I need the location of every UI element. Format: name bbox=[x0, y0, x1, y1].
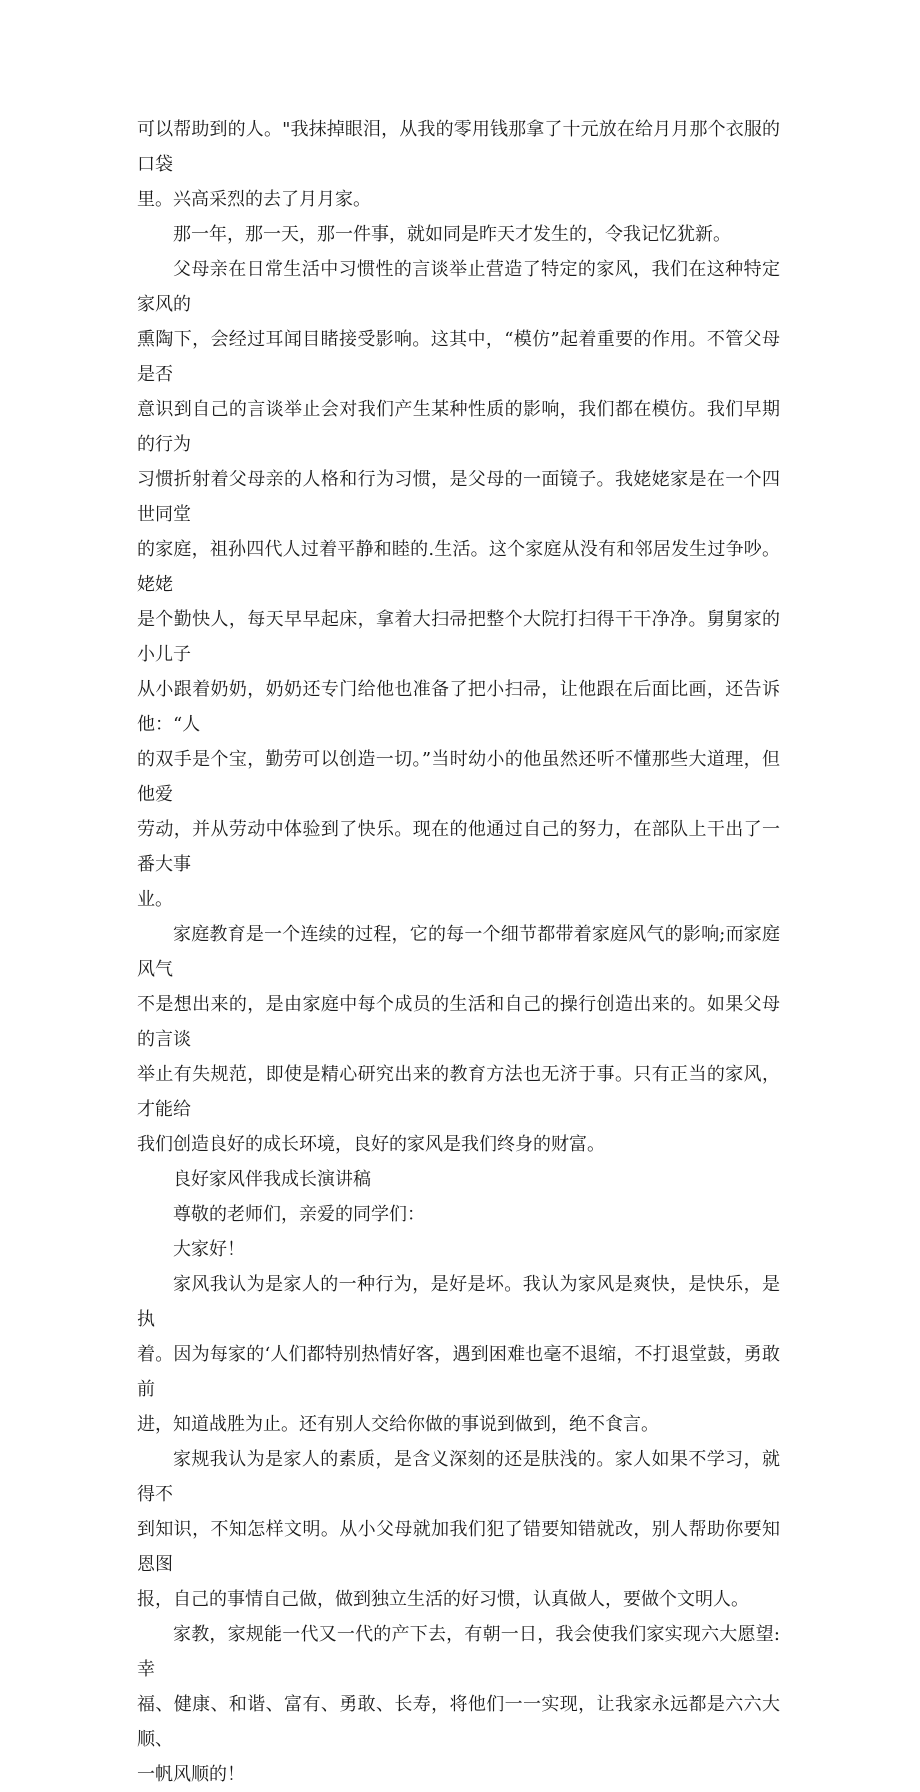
document-body bbox=[137, 112, 780, 1792]
text-line: 从小跟着奶奶，奶奶还专门给他也准备了把小扫帚，让他跟在后面比画，还告诉他：“人 bbox=[137, 679, 780, 735]
text-line: 习惯折射着父母亲的人格和行为习惯，是父母的一面镜子。我姥姥家是在一个四世同堂 bbox=[137, 469, 780, 525]
text-line: 里。兴高采烈的去了月月家。 bbox=[137, 189, 371, 210]
text-line: 那一年，那一天，那一件事，就如同是昨天才发生的，令我记忆犹新。 bbox=[173, 224, 731, 245]
text-line: 的双手是个宝，勤劳可以创造一切。”当时幼小的他虽然还听不懂那些大道理，但他爱 bbox=[137, 749, 780, 805]
text-line: 父母亲在日常生活中习惯性的言谈举止营造了特定的家风，我们在这种特定家风的 bbox=[137, 259, 780, 315]
text-line: 是个勤快人，每天早早起床，拿着大扫帚把整个大院打扫得干干净净。舅舅家的小儿子 bbox=[137, 609, 780, 665]
text-line: 家规我认为是家人的素质，是含义深刻的还是肤浅的。家人如果不学习，就得不 bbox=[137, 1449, 780, 1505]
text-line: 家教，家规能一代又一代的产下去，有朝一日，我会使我们家实现六大愿望:幸 bbox=[137, 1624, 780, 1680]
text-line: 家风我认为是家人的一种行为，是好是坏。我认为家风是爽快，是快乐，是执 bbox=[137, 1274, 780, 1330]
text-line: 到知识，不知怎样文明。从小父母就加我们犯了错要知错就改，别人帮助你要知恩图 bbox=[137, 1519, 780, 1575]
text-line: 大家好！ bbox=[173, 1239, 245, 1260]
text-line: 意识到自己的言谈举止会对我们产生某种性质的影响，我们都在模仿。我们早期的行为 bbox=[137, 399, 780, 455]
text-line: 着。因为每家的‘人们都特别热情好客，遇到困难也毫不退缩，不打退堂鼓，勇敢前 bbox=[137, 1344, 780, 1400]
text-line: 业。 bbox=[137, 889, 173, 910]
text-line: 良好家风伴我成长演讲稿 bbox=[173, 1169, 371, 1190]
text-line: 的家庭，祖孙四代人过着平静和睦的.生活。这个家庭从没有和邻居发生过争吵。姥姥 bbox=[137, 539, 780, 595]
text-line: 不是想出来的，是由家庭中每个成员的生活和自己的操行创造出来的。如果父母的言谈 bbox=[137, 994, 780, 1050]
text-line: 可以帮助到的人。"我抹掉眼泪，从我的零用钱那拿了十元放在给月月那个衣服的口袋 bbox=[137, 119, 780, 175]
text-line: 报，自己的事情自己做，做到独立生活的好习惯，认真做人，要做个文明人。 bbox=[137, 1589, 749, 1610]
text-line: 家庭教育是一个连续的过程，它的每一个细节都带着家庭风气的影响;而家庭风气 bbox=[137, 924, 780, 980]
text-line: 尊敬的老师们，亲爱的同学们： bbox=[173, 1204, 425, 1225]
text-line: 一帆风顺的！ bbox=[137, 1764, 245, 1785]
text-line: 熏陶下，会经过耳闻目睹接受影响。这其中，“模仿”起着重要的作用。不管父母是否 bbox=[137, 329, 780, 385]
text-line: 福、健康、和谐、富有、勇敢、长寿，将他们一一实现，让我家永远都是六六大顺、 bbox=[137, 1694, 780, 1750]
text-line: 进，知道战胜为止。还有别人交给你做的事说到做到，绝不食言。 bbox=[137, 1414, 659, 1435]
text-line: 我们创造良好的成长环境，良好的家风是我们终身的财富。 bbox=[137, 1134, 605, 1155]
text-line: 劳动，并从劳动中体验到了快乐。现在的他通过自己的努力，在部队上干出了一番大事 bbox=[137, 819, 780, 875]
text-line: 举止有失规范，即使是精心研究出来的教育方法也无济于事。只有正当的家风，才能给 bbox=[137, 1064, 780, 1120]
